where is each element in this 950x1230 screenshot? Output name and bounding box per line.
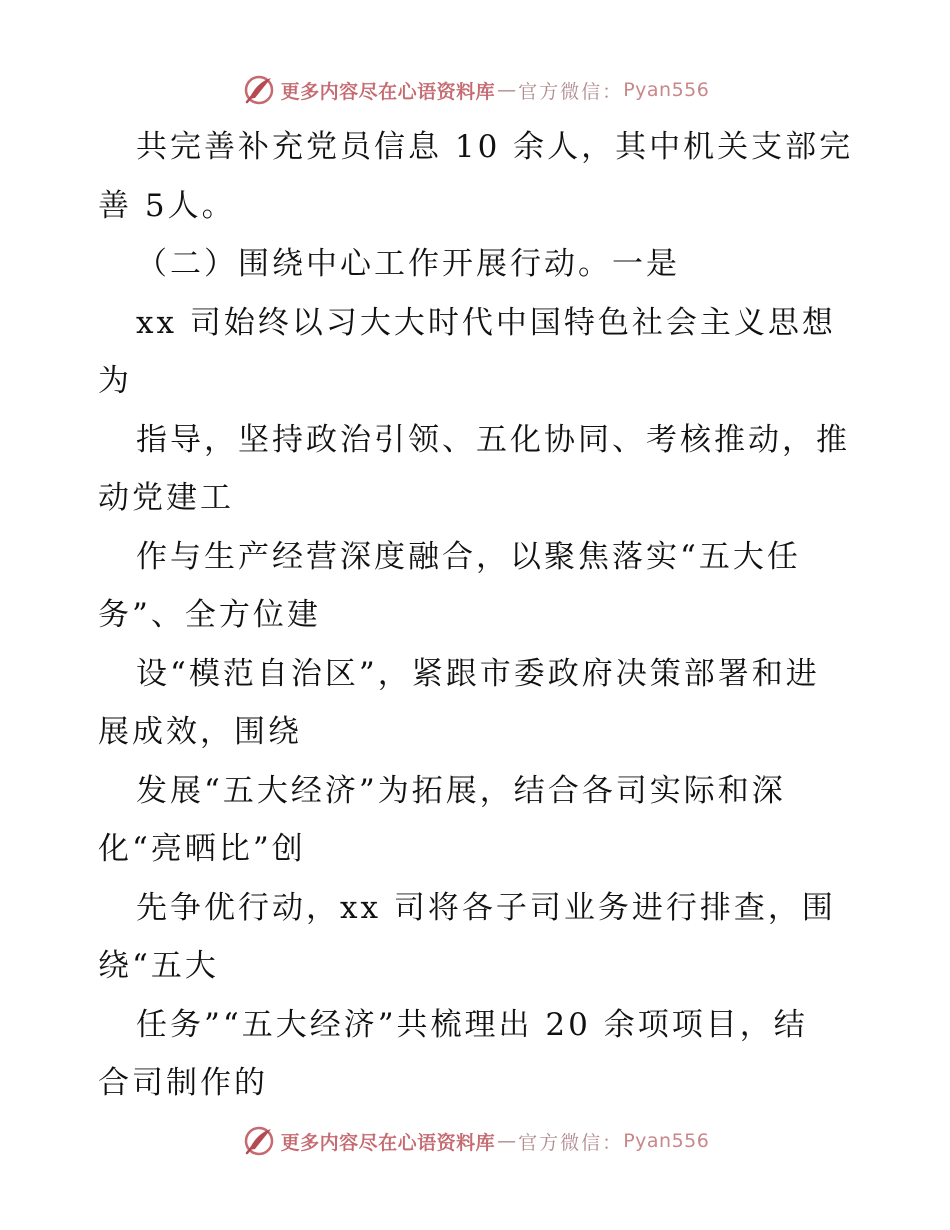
text-line: 动党建工 xyxy=(98,480,234,516)
text-line: 合司制作的 xyxy=(98,1065,268,1101)
text-line: xx 司始终以习大大时代中国特色社会主义思想 xyxy=(136,304,836,341)
watermark-wechat-label: 官方微信： xyxy=(518,1131,624,1154)
text-line: 共完善补充党员信息 10 余人，其中机关支部完 xyxy=(136,129,854,165)
text-line: 先争优行动，xx 司将各子司业务进行排查，围 xyxy=(136,889,836,926)
text-line: 发展“五大经济”为拓展，结合各司实际和深 xyxy=(136,772,786,809)
footer-watermark xyxy=(0,1121,950,1161)
brush-logo-icon xyxy=(241,1123,277,1159)
text-line: 善 5人。 xyxy=(98,187,236,224)
text-line: 任务”“五大经济”共梳理出 20 余项项目，结 xyxy=(136,1006,808,1043)
watermark-wechat-id: Pyan556 xyxy=(623,79,710,101)
watermark-brand: 更多内容尽在心语资料库 xyxy=(280,80,496,103)
watermark-wechat-label: 官方微信： xyxy=(518,80,624,103)
text-line: 展成效，围绕 xyxy=(98,714,302,750)
watermark-brand: 更多内容尽在心语资料库 xyxy=(280,1131,496,1154)
document-body xyxy=(98,118,858,1113)
watermark-separator: — xyxy=(497,1130,517,1152)
header-watermark xyxy=(0,70,950,110)
text-line: 化“亮晒比”创 xyxy=(98,831,306,867)
watermark-wechat-id: Pyan556 xyxy=(623,1130,710,1152)
brush-logo-icon xyxy=(241,72,277,108)
text-line: 指导，坚持政治引领、五化协同、考核推动，推 xyxy=(136,421,850,458)
text-line: 绕“五大 xyxy=(98,948,219,984)
text-line: （二）围绕中心工作开展行动。一是 xyxy=(136,246,680,282)
watermark-separator: — xyxy=(497,79,517,101)
text-line: 务”、全方位建 xyxy=(98,597,321,633)
text-line: 设“模范自治区”，紧跟市委政府决策部署和进 xyxy=(136,655,820,692)
text-line: 为 xyxy=(98,363,132,399)
text-line: 作与生产经营深度融合，以聚焦落实“五大任 xyxy=(136,538,801,575)
